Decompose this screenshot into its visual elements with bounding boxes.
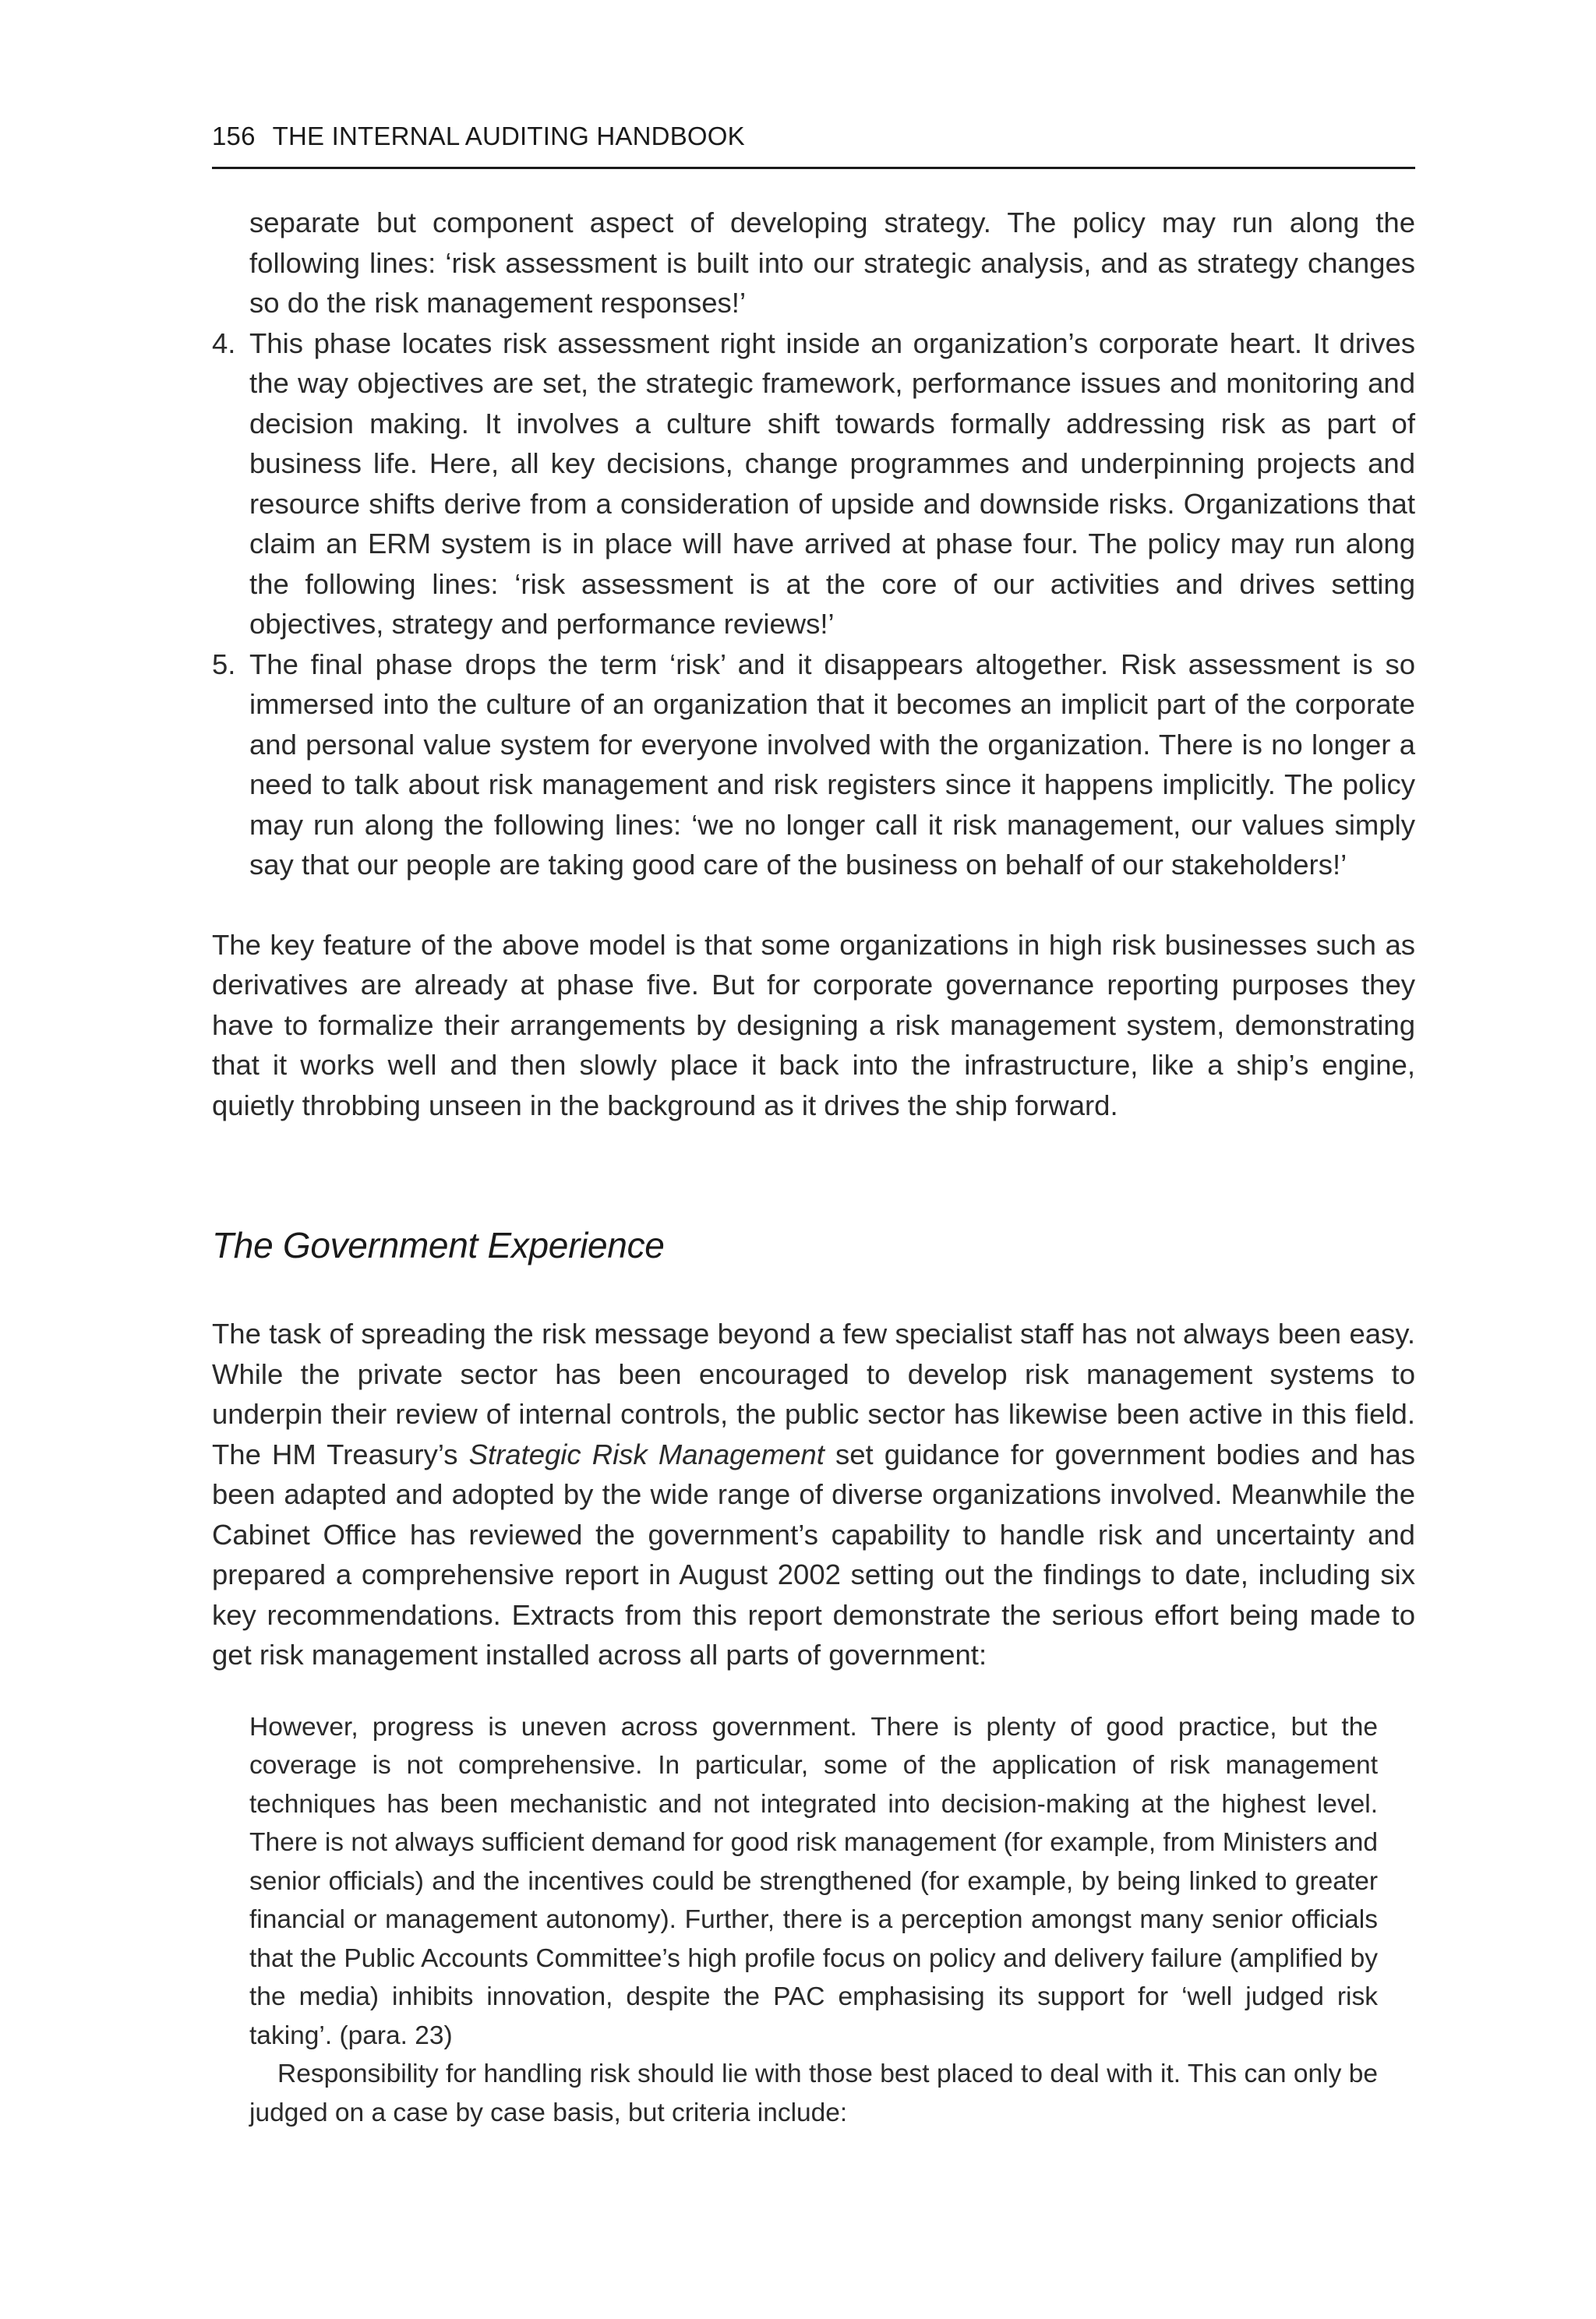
page-number: 156	[212, 122, 256, 150]
list-number: 5.	[212, 648, 236, 680]
phase-list	[212, 323, 1415, 885]
block-quote	[249, 1708, 1378, 2133]
running-header	[212, 122, 1415, 151]
intro-text-end: set guidance for government bodies and has been adapted and adopted by the wide range of diverse organizations involved. Meanwhile the Cabinet Office has reviewed the government’s capability to handle risk and uncertainty and prepared a comprehensive report in August 2002 setting out the findings to date, including six key recommendations. Extracts from this report demonstrate the serious effort being made to get risk management installed across all parts of government:	[212, 1438, 1416, 1671]
page-body	[212, 203, 1415, 2132]
government-intro-paragraph	[212, 1314, 1415, 1675]
publication-title: Strategic Risk Management	[468, 1438, 824, 1470]
intro-text-start: The task of spreading the risk message beyond a few specialist staff has not always been easy. While the private sector has been encouraged to develop risk management systems to underpin their review of internal controls, the public sector has likewise been active in this field. The HM Treasury’s	[212, 1318, 1415, 1470]
header-rule	[212, 167, 1415, 169]
key-feature-paragraph: The key feature of the above model is that some organizations in high risk businesses such as derivatives are already at phase five. But for corporate governance reporting purposes they have to formalize their arrangements by designing a risk management system, demonstrating that it works well and then slowly place it back into the infrastructure, like a ship’s engine, quietly throbbing unseen in the background as it drives the ship forward.	[212, 928, 1415, 1121]
list-item-text: The final phase drops the term ‘risk’ and it disappears altogether. Risk assessment is so immersed into the culture of an organization that it becomes an implicit part of the corporate and personal value system for everyone involved with the organization. There is no longer a need to talk about risk management and risk registers since it happens implicitly. The policy may run along the following lines: ‘we no longer call it risk management, our values simply say that our people are taking good care of the business on behalf of our stakeholders!’	[249, 648, 1415, 881]
quote-paragraph: Responsibility for handling risk should lie with those best placed to deal with it. This can only be judged on a case by case basis, but criteria include:	[249, 2060, 1378, 2127]
list-number: 4.	[212, 326, 236, 359]
quote-paragraph: However, progress is uneven across government. There is plenty of good practice, but the coverage is not comprehensive. In particular, some of the application of risk management techniques has been mechanistic and not integrated into decision-making at the highest level. There is not always sufficient demand for good risk management (for example, from Ministers and senior officials) and the incentives could be strengthened (for example, by being linked to greater financial or management autonomy). Further, there is a perception amongst many senior officials that the Public Accounts Committee’s high profile focus on policy and delivery failure (amplified by the media) inhibits innovation, despite the PAC emphasising its support for ‘well judged risk taking’. (para. 23)	[249, 1712, 1378, 2050]
phase-three-continuation: separate but component aspect of developing strategy. The policy may run along the following lines: ‘risk assessment is built into our strategic analysis, and as strategy changes so do the risk management responses!’	[249, 206, 1415, 319]
list-item-phase-four	[212, 323, 1415, 644]
list-item-text: This phase locates risk assessment right inside an organization’s corporate heart. It drives the way objectives are set, the strategic framework, performance issues and monitoring and decision making. It involves a culture shift towards formally addressing risk as part of business life. Here, all key decisions, change programmes and underpinning projects and resource shifts derive from a consideration of upside and downside risks. Organizations that claim an ERM system is in place will have arrived at phase four. The policy may run along the following lines: ‘risk assessment is at the core of our activities and drives setting objectives, strategy and performance reviews!’	[249, 326, 1415, 640]
running-title: THE INTERNAL AUDITING HANDBOOK	[272, 122, 745, 150]
list-item-phase-five	[212, 644, 1415, 885]
section-heading: The Government Experience	[212, 1225, 665, 1265]
